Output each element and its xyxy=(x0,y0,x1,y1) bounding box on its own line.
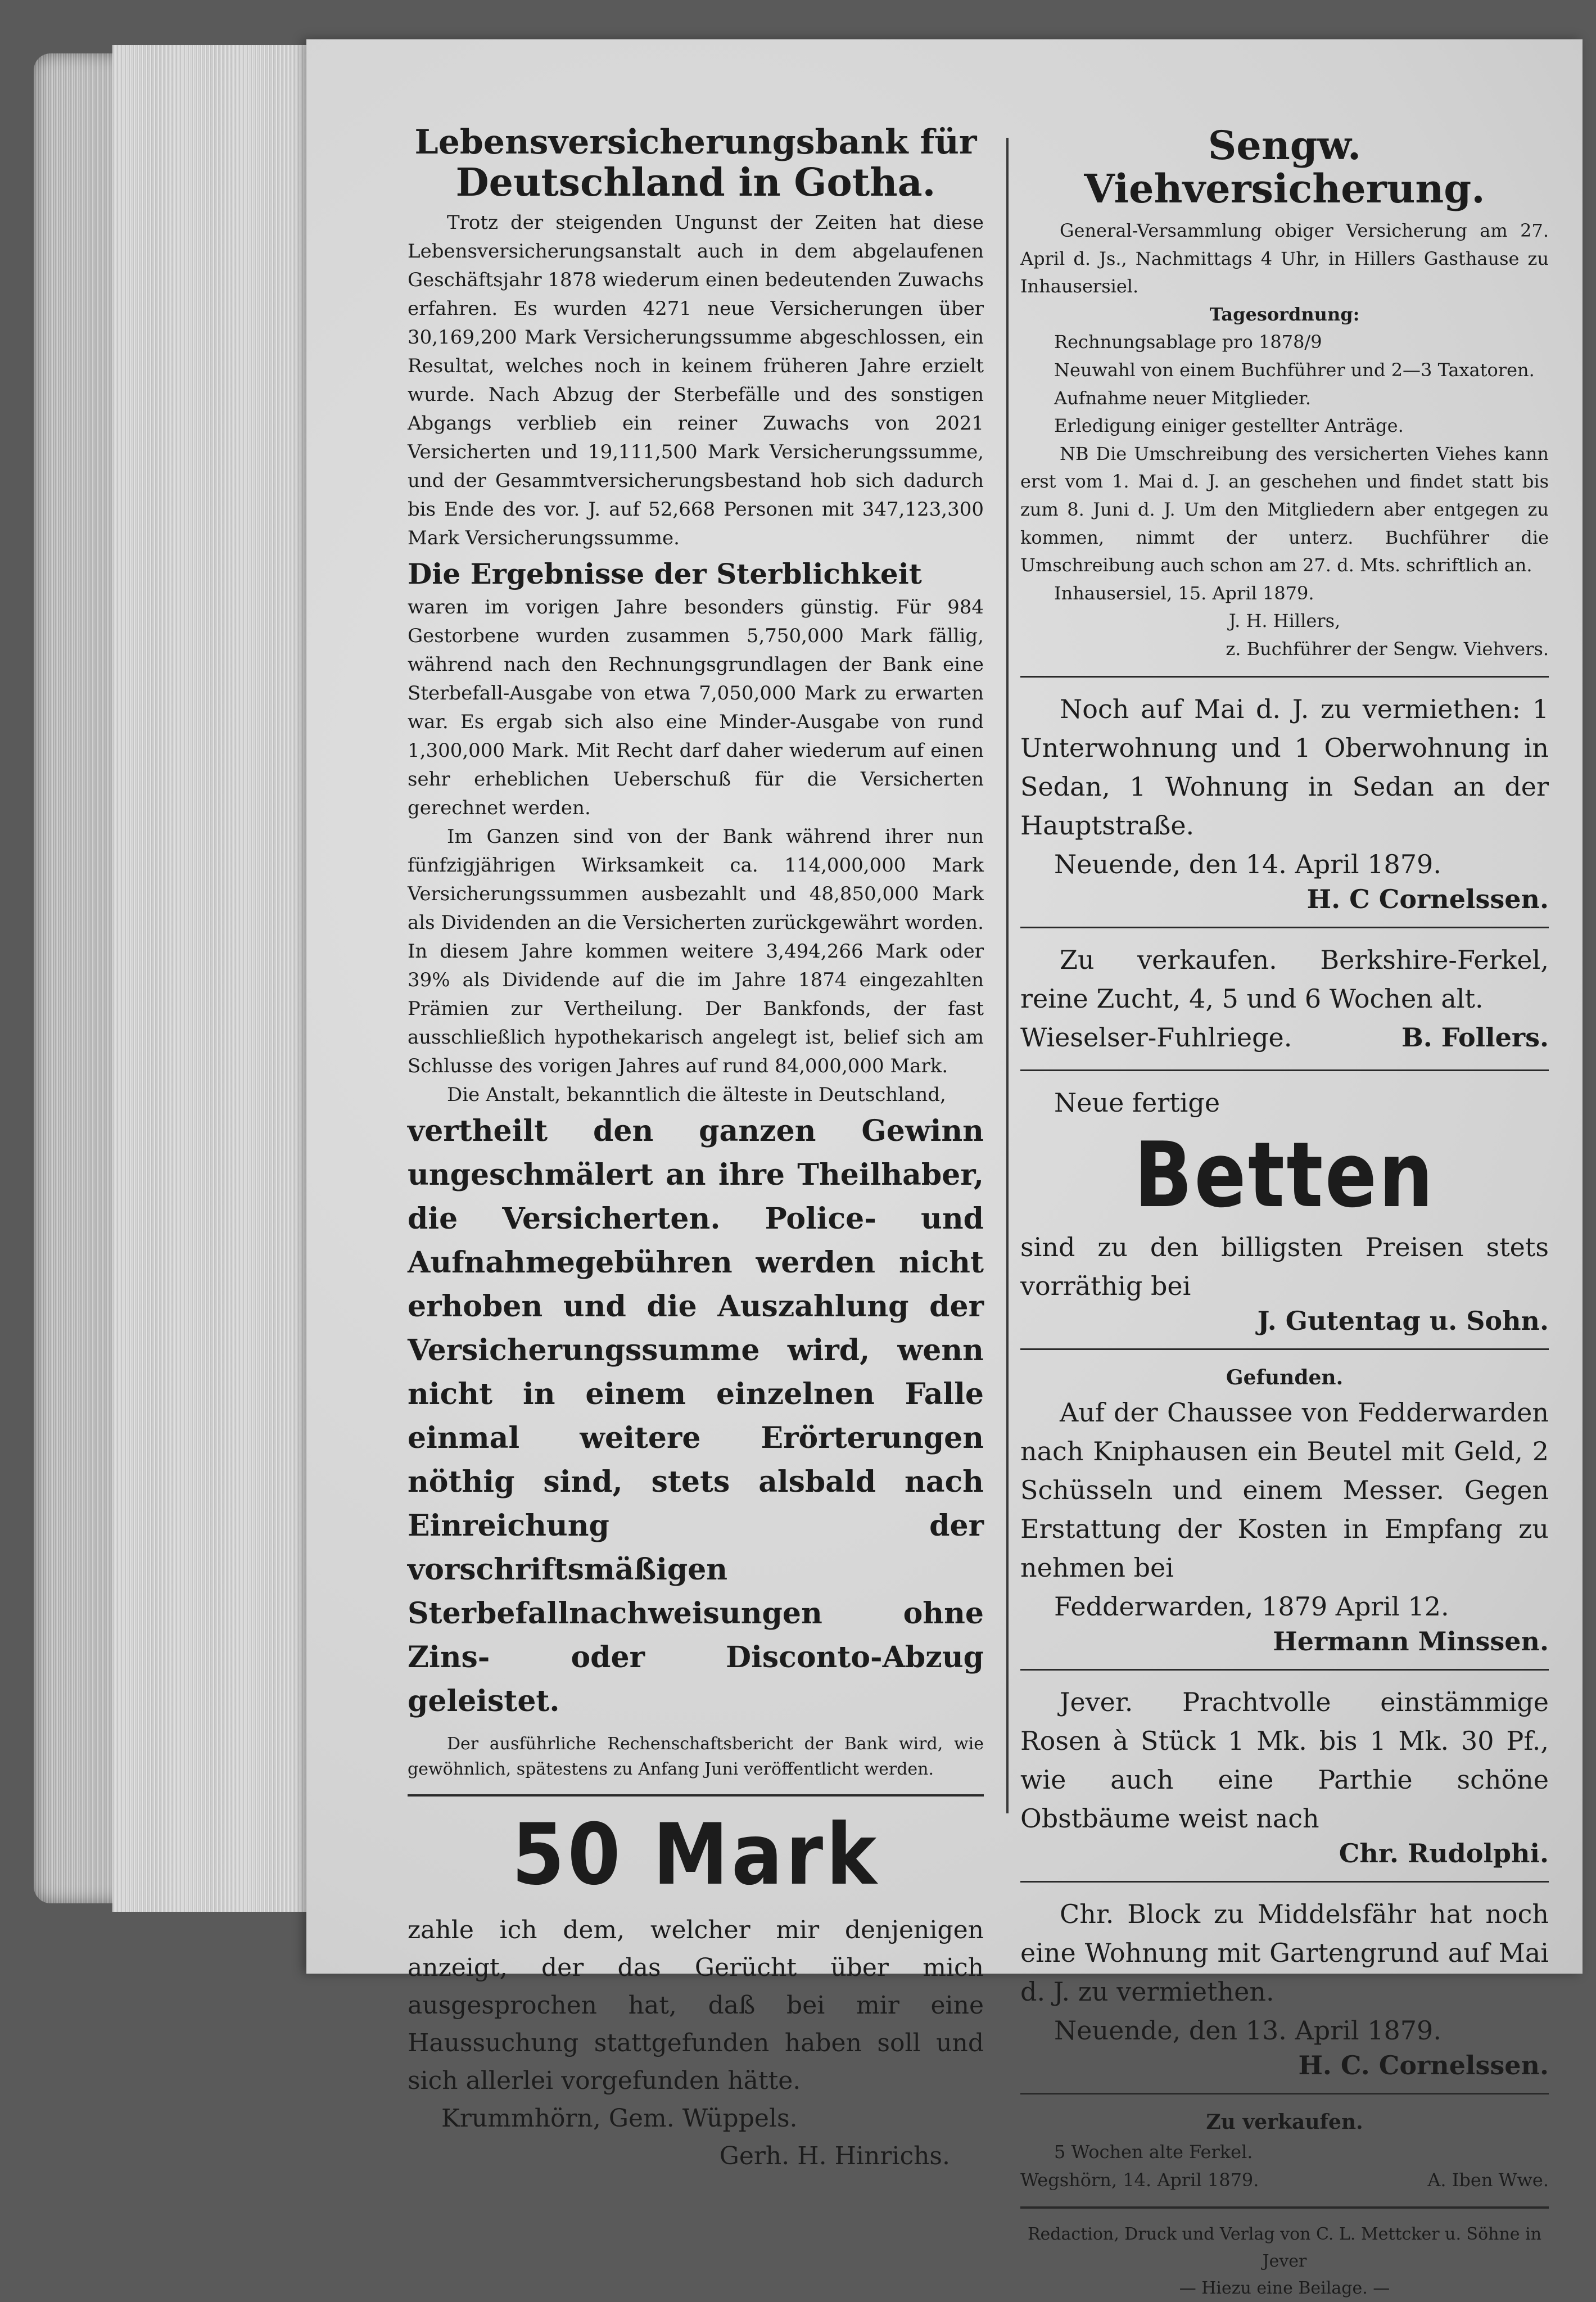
insurance-para-3: Im Ganzen sind von der Bank während ihrer nun fünfzigjährigen Wirksamkeit ca. 114,000,000 Mark Versicherungssummen ausbezahlt und 48,850,000 Mark als Dividenden an die Versicherten zurückgewährt worden. In diesem Jahre kommen weitere 3,494,266 Mark oder 39% als Dividende auf die im Jahre 1874 eingezahlten Prämien zur Vertheilung. Der Bankfonds, der fast ausschließlich hypothekarisch angelegt ist, belief sich am Schlusse des vorigen Jahres auf rund 84,000,000 Mark. xyxy=(408,825,984,1078)
piglet-ad-place: Wieselser-Fuhlriege. xyxy=(1020,1022,1292,1053)
supplement-note: — Hiezu eine Beilage. — xyxy=(1179,2278,1390,2299)
agenda-item: Rechnungsablage pro 1878/9 xyxy=(1054,331,1322,353)
found-ad-body: Auf der Chaussee von Fedderwarden nach Kniphausen ein Beutel mit Geld, 2 Schüsseln und einem Messer. Gegen Erstattung der Kosten in Empfang zu nehmen bei xyxy=(1020,1397,1549,1583)
sale-ad-signature: A. Iben Wwe. xyxy=(1427,2169,1549,2191)
left-column xyxy=(408,124,984,2175)
agenda-heading: Tagesordnung: xyxy=(1209,303,1360,325)
insurance-title-line2: Deutschland in Gotha. xyxy=(455,160,936,206)
divider-line xyxy=(1020,2206,1549,2209)
beds-ad-lead: Neue fertige xyxy=(1054,1087,1220,1118)
found-ad-place: Fedderwarden, 1879 April 12. xyxy=(1054,1591,1449,1622)
piglet-ad-signature: B. Follers. xyxy=(1401,1022,1549,1053)
divider-line xyxy=(1020,2093,1549,2095)
roses-ad-body: Jever. Prachtvolle einstämmige Rosen à Stück 1 Mk. bis 1 Mk. 30 Pf., wie auch eine Parthie schöne Obstbäume weist nach xyxy=(1020,1687,1549,1834)
divider-line xyxy=(1020,1348,1549,1350)
insurance-para-5: Der ausführliche Rechenschaftsbericht der Bank wird, wie gewöhnlich, spätestens zu Anfang Juni veröffentlicht werden. xyxy=(408,1734,984,1780)
apartment-ad-date: Neuende, den 13. April 1879. xyxy=(1054,2015,1441,2046)
assembly-intro: General-Versammlung obiger Versicherung am 27. April d. Js., Nachmittags 4 Uhr, in Hillers Gasthause zu Inhausersiel. xyxy=(1020,220,1549,297)
divider-line xyxy=(1020,1669,1549,1671)
assembly-place-date: Inhausersiel, 15. April 1879. xyxy=(1054,582,1314,604)
column-divider xyxy=(1006,138,1009,1813)
agenda-item: Aufnahme neuer Mitglieder. xyxy=(1054,387,1311,409)
rental-ad-date: Neuende, den 14. April 1879. xyxy=(1054,848,1441,879)
reward-heading: 50 Mark xyxy=(512,1806,880,1904)
divider-line xyxy=(1020,1069,1549,1071)
sale-ad-place: Wegshörn, 14. April 1879. xyxy=(1020,2169,1259,2191)
insurance-title-line1: Lebensversicherungsbank für xyxy=(414,123,977,162)
right-column xyxy=(1020,124,1549,2302)
mortality-heading: Die Ergebnisse der Sterblichkeit xyxy=(408,557,922,591)
insurance-para-2: waren im vorigen Jahre besonders günstig. Für 984 Gestorbene wurden zusammen 5,750,000 Mark fällig, während nach den Rechnungsgrundlagen der Bank eine Sterbefall-Ausgabe von etwa 7,050,000 Mark zu erwarten war. Es ergab sich also eine Minder-Ausgabe von rund 1,300,000 Mark. Mit Recht darf daher wiederum auf einen sehr erheblichen Ueberschuß für die Versicherten gerechnet werden. xyxy=(408,596,984,820)
piglet-ad-body: Zu verkaufen. Berkshire-Ferkel, reine Zucht, 4, 5 und 6 Wochen alt. xyxy=(1020,944,1549,1014)
found-ad-signature: Hermann Minssen. xyxy=(1273,1626,1549,1657)
apartment-ad-signature: H. C. Cornelssen. xyxy=(1298,2050,1549,2081)
page-edges xyxy=(112,45,315,1912)
agenda-item: Erledigung einiger gestellter Anträge. xyxy=(1054,415,1404,437)
cattle-insurance-title: Sengw. Viehversicherung. xyxy=(1084,122,1485,212)
beds-ad-body: sind zu den billigsten Preisen stets vorräthig bei xyxy=(1020,1231,1549,1301)
assembly-signature: J. H. Hillers, xyxy=(1228,610,1341,632)
apartment-ad-body: Chr. Block zu Middelsfähr hat noch eine Wohnung mit Gartengrund auf Mai d. J. zu vermiethen. xyxy=(1020,1899,1549,2007)
assembly-signature-role: z. Buchführer der Sengw. Viehvers. xyxy=(1226,638,1549,660)
reward-signature: Gerh. H. Hinrichs. xyxy=(719,2141,950,2170)
rental-ad-signature: H. C Cornelssen. xyxy=(1306,883,1549,914)
divider-line xyxy=(408,1794,984,1797)
reward-body: zahle ich dem, welcher mir denjenigen anzeigt, der das Gerücht über mich ausgesprochen hat, daß bei mir eine Haussuchung stattgefunden haben soll und sich allerlei vorgefunden hätte. xyxy=(408,1916,984,2095)
beds-ad-heading: Betten xyxy=(1134,1122,1435,1227)
sale-ad-footer xyxy=(1020,2166,1549,2195)
roses-ad-signature: Chr. Rudolphi. xyxy=(1339,1838,1549,1869)
assembly-nb: NB Die Umschreibung des versicherten Viehes kann erst vom 1. Mai d. J. an geschehen und findet statt bis zum 8. Juni d. J. Um den Mitgliedern aber entgegen zu kommen, nimmt der unterz. Buchführer die Umschreibung auch schon am 27. d. Mts. schriftlich an. xyxy=(1020,443,1549,576)
sale-ad-body: 5 Wochen alte Ferkel. xyxy=(1054,2141,1253,2163)
imprint-line: Redaction, Druck und Verlag von C. L. Mettcker u. Söhne in Jever xyxy=(1027,2224,1542,2272)
agenda-item: Neuwahl von einem Buchführer und 2—3 Taxatoren. xyxy=(1054,359,1535,381)
rental-ad-body: Noch auf Mai d. J. zu vermiethen: 1 Unterwohnung und 1 Oberwohnung in Sedan, 1 Wohnung in Sedan an der Hauptstraße. xyxy=(1020,693,1549,841)
piglet-ad-footer xyxy=(1020,1018,1549,1057)
divider-line xyxy=(1020,676,1549,678)
insurance-para-4-emphasis: vertheilt den ganzen Gewinn ungeschmälert an ihre Theilhaber, die Versicherten. Police- und Aufnahmegebühren werden nicht erhoben und die Auszahlung der Versicherungssumme wird, wenn nicht in einem einzelnen Falle einmal weitere Erörterungen nöthig sind, stets alsbald nach Einreichung der vorschriftsmäßigen Sterbefallnachweisungen ohne Zins- oder Disconto-Abzug geleistet. xyxy=(408,1114,984,1719)
sale-ad-heading: Zu verkaufen. xyxy=(1206,2110,1363,2134)
beds-ad-signature: J. Gutentag u. Sohn. xyxy=(1257,1305,1549,1336)
reward-place: Krummhörn, Gem. Wüppels. xyxy=(441,2104,798,2133)
insurance-para-4-lead: Die Anstalt, bekanntlich die älteste in Deutschland, xyxy=(447,1084,946,1107)
divider-line xyxy=(1020,1881,1549,1883)
insurance-para-1: Trotz der steigenden Ungunst der Zeiten hat diese Lebensversicherungsanstalt auch in dem abgelaufenen Geschäftsjahr 1878 wiederum einen bedeutenden Zuwachs erfahren. Es wurden 4271 neue Versicherungen über 30,169,200 Mark Versicherungssumme abgeschlossen, ein Resultat, welches noch in keinem früheren Jahre erzielt wurde. Nach Abzug der Sterbefälle und des sonstigen Abgangs verblieb ein reiner Zuwachs von 2021 Versicherten und 19,111,500 Mark Versicherungssumme, und der Gesammtversicherungsbestand hob sich dadurch bis Ende des vor. J. auf 52,668 Personen mit 347,123,300 Mark Versicherungssumme. xyxy=(408,211,984,550)
divider-line xyxy=(1020,927,1549,928)
found-ad-heading: Gefunden. xyxy=(1226,1365,1344,1389)
newspaper-page xyxy=(306,39,1583,2299)
